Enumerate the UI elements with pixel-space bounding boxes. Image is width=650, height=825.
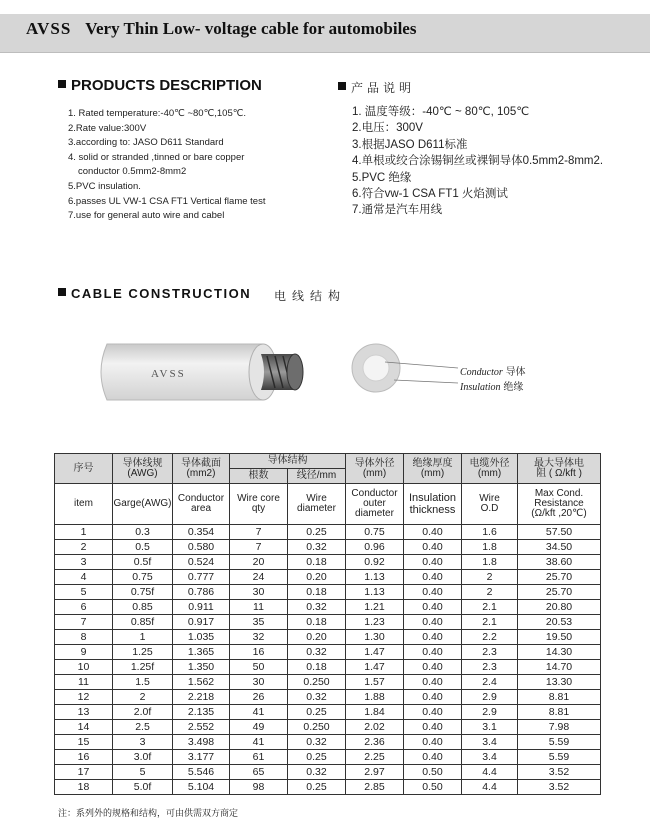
cell-od: 3.1: [462, 720, 518, 735]
cell-item: 5: [55, 585, 113, 600]
cell-od: 2.1: [462, 600, 518, 615]
cell-item: 13: [55, 705, 113, 720]
cell-insulation: 0.40: [404, 615, 462, 630]
cell-outer: 0.75: [346, 525, 404, 540]
cell-qty: 7: [230, 540, 288, 555]
cell-qty: 16: [230, 645, 288, 660]
description-heading-cn: 产品说明: [338, 79, 415, 96]
col-item-en: item: [55, 484, 113, 525]
product-code: AVSS: [26, 19, 72, 38]
cell-qty: 98: [230, 780, 288, 795]
cell-resistance: 14.30: [518, 645, 601, 660]
cell-diameter: 0.32: [288, 600, 346, 615]
cell-diameter: 0.25: [288, 705, 346, 720]
table-row: [55, 570, 601, 585]
cell-outer: 0.92: [346, 555, 404, 570]
table-row: [55, 705, 601, 720]
cell-od: 1.8: [462, 540, 518, 555]
insulation-label: Insulation 绝缘: [460, 382, 524, 393]
cell-awg: 0.3: [113, 525, 173, 540]
cell-insulation: 0.40: [404, 540, 462, 555]
cell-qty: 35: [230, 615, 288, 630]
cell-resistance: 38.60: [518, 555, 601, 570]
cell-area: 0.917: [173, 615, 230, 630]
cell-area: 1.365: [173, 645, 230, 660]
bullet-square-icon: [338, 82, 346, 90]
table-row: [55, 735, 601, 750]
cell-outer: 2.36: [346, 735, 404, 750]
list-item: 6.passes UL VW-1 CSA FT1 Vertical flame test: [68, 195, 266, 207]
cell-outer: 2.02: [346, 720, 404, 735]
cell-diameter: 0.18: [288, 555, 346, 570]
bullet-square-icon: [58, 80, 66, 88]
cell-outer: 1.47: [346, 645, 404, 660]
page-title: [26, 19, 416, 39]
cell-od: 2: [462, 570, 518, 585]
cell-item: 15: [55, 735, 113, 750]
description-list-cn: [352, 104, 603, 219]
cell-insulation: 0.40: [404, 570, 462, 585]
col-area-en: Conductor area: [173, 484, 230, 525]
cell-diameter: 0.32: [288, 540, 346, 555]
cell-resistance: 5.59: [518, 750, 601, 765]
cell-area: 0.580: [173, 540, 230, 555]
cell-diameter: 0.18: [288, 660, 346, 675]
cell-awg: 5: [113, 765, 173, 780]
cell-od: 2.2: [462, 630, 518, 645]
list-item: 2.电压：300V: [352, 122, 423, 135]
cell-diameter: 0.250: [288, 675, 346, 690]
cell-insulation: 0.40: [404, 525, 462, 540]
list-item: 5.PVC insulation.: [68, 180, 141, 192]
cell-area: 2.552: [173, 720, 230, 735]
table-row: [55, 645, 601, 660]
table-header-en: [55, 484, 601, 525]
table-row: [55, 750, 601, 765]
cell-insulation: 0.40: [404, 705, 462, 720]
cell-od: 4.4: [462, 780, 518, 795]
col-resistance-cn: 最大导体电 阻 ( Ω/kft ): [518, 454, 601, 484]
cell-insulation: 0.40: [404, 735, 462, 750]
cell-qty: 41: [230, 705, 288, 720]
table-row: [55, 540, 601, 555]
cell-resistance: 8.81: [518, 690, 601, 705]
col-structure-cn: 导体结构: [230, 454, 346, 469]
cell-awg: 2.0f: [113, 705, 173, 720]
bullet-square-icon: [58, 288, 66, 296]
cell-outer: 1.47: [346, 660, 404, 675]
cell-area: 5.546: [173, 765, 230, 780]
cell-item: 1: [55, 525, 113, 540]
cell-qty: 30: [230, 585, 288, 600]
cell-awg: 3: [113, 735, 173, 750]
table-row: [55, 675, 601, 690]
table-header-cn: [55, 454, 601, 469]
list-item: 7.use for general auto wire and cabel: [68, 210, 225, 222]
col-insulation-cn: 绝缘厚度 (mm): [404, 454, 462, 484]
cell-od: 1.8: [462, 555, 518, 570]
description-list-en: [68, 107, 265, 224]
cell-qty: 7: [230, 525, 288, 540]
cell-outer: 1.13: [346, 585, 404, 600]
cell-diameter: 0.18: [288, 585, 346, 600]
construction-heading-cn: 电线结构: [274, 289, 347, 303]
cell-item: 11: [55, 675, 113, 690]
list-item: 5.PVC 绝缘: [352, 171, 412, 184]
cell-item: 6: [55, 600, 113, 615]
cell-insulation: 0.40: [404, 555, 462, 570]
cell-diameter: 0.32: [288, 645, 346, 660]
table-row: [55, 585, 601, 600]
cell-resistance: 57.50: [518, 525, 601, 540]
conductor-label: Conductor 导体: [460, 367, 526, 378]
cell-area: 1.035: [173, 630, 230, 645]
list-item: 3.根据JASO D611标准: [352, 138, 468, 151]
table-body: [55, 525, 601, 795]
list-item: 2.Rate value:300V: [68, 122, 147, 134]
cell-area: 0.911: [173, 600, 230, 615]
cell-resistance: 19.50: [518, 630, 601, 645]
cell-area: 3.177: [173, 750, 230, 765]
list-item: 1. 温度等级：-40℃ ~ 80℃, 105℃: [352, 106, 530, 118]
cell-resistance: 8.81: [518, 705, 601, 720]
table-row: [55, 525, 601, 540]
cell-resistance: 20.53: [518, 615, 601, 630]
cell-item: 9: [55, 645, 113, 660]
cell-diameter: 0.20: [288, 630, 346, 645]
cell-item: 17: [55, 765, 113, 780]
cell-awg: 1.25: [113, 645, 173, 660]
list-item: 6.符合vw-1 CSA FT1 火焰测试: [352, 188, 508, 201]
col-outer-en: Conductor outer diameter: [346, 484, 404, 525]
cell-insulation: 0.40: [404, 750, 462, 765]
cell-qty: 49: [230, 720, 288, 735]
cell-od: 2.9: [462, 705, 518, 720]
cell-resistance: 7.98: [518, 720, 601, 735]
cell-awg: 3.0f: [113, 750, 173, 765]
col-diameter-en: Wire diameter: [288, 484, 346, 525]
cell-diameter: 0.32: [288, 690, 346, 705]
cell-insulation: 0.50: [404, 780, 462, 795]
cell-outer: 1.88: [346, 690, 404, 705]
cell-od: 2.3: [462, 645, 518, 660]
cell-resistance: 20.80: [518, 600, 601, 615]
cell-od: 2.9: [462, 690, 518, 705]
list-item: conductor 0.5mm2-8mm2: [78, 166, 187, 178]
cell-od: 2.3: [462, 660, 518, 675]
cell-insulation: 0.40: [404, 585, 462, 600]
cell-diameter: 0.20: [288, 570, 346, 585]
list-item: 4. solid or stranded ,tinned or bare copper: [68, 151, 245, 163]
cell-item: 12: [55, 690, 113, 705]
col-diameter-cn: 线径/mm: [288, 469, 346, 484]
cell-outer: 2.97: [346, 765, 404, 780]
cell-resistance: 14.70: [518, 660, 601, 675]
cell-diameter: 0.18: [288, 615, 346, 630]
col-od-cn: 电缆外径 (mm): [462, 454, 518, 484]
cell-resistance: 25.70: [518, 570, 601, 585]
cell-resistance: 25.70: [518, 585, 601, 600]
cell-item: 14: [55, 720, 113, 735]
cell-outer: 1.57: [346, 675, 404, 690]
table-row: [55, 600, 601, 615]
cell-qty: 61: [230, 750, 288, 765]
cell-diameter: 0.32: [288, 765, 346, 780]
cell-awg: 0.75f: [113, 585, 173, 600]
cell-od: 2.4: [462, 675, 518, 690]
cell-diameter: 0.25: [288, 780, 346, 795]
cell-qty: 30: [230, 675, 288, 690]
cell-insulation: 0.40: [404, 675, 462, 690]
cell-diameter: 0.25: [288, 750, 346, 765]
cell-resistance: 34.50: [518, 540, 601, 555]
cable-side-illustration: [95, 338, 325, 410]
cell-awg: 0.5: [113, 540, 173, 555]
cell-insulation: 0.40: [404, 690, 462, 705]
cell-area: 0.777: [173, 570, 230, 585]
table-row: [55, 720, 601, 735]
cell-outer: 2.25: [346, 750, 404, 765]
cell-outer: 1.13: [346, 570, 404, 585]
col-qty-en: Wire core qty: [230, 484, 288, 525]
cell-qty: 24: [230, 570, 288, 585]
cell-resistance: 5.59: [518, 735, 601, 750]
cell-qty: 32: [230, 630, 288, 645]
col-qty-cn: 根数: [230, 469, 288, 484]
cell-od: 2.1: [462, 615, 518, 630]
table-row: [55, 690, 601, 705]
cell-awg: 0.85: [113, 600, 173, 615]
cell-item: 16: [55, 750, 113, 765]
cell-area: 1.562: [173, 675, 230, 690]
col-insulation-en: Insulation thickness: [404, 484, 462, 525]
col-outer-cn: 导体外径 (mm): [346, 454, 404, 484]
list-item: 3.according to: JASO D611 Standard: [68, 137, 224, 149]
cell-area: 2.218: [173, 690, 230, 705]
cell-area: 0.786: [173, 585, 230, 600]
cell-od: 3.4: [462, 735, 518, 750]
col-od-en: Wire O.D: [462, 484, 518, 525]
cell-insulation: 0.40: [404, 660, 462, 675]
cell-outer: 0.96: [346, 540, 404, 555]
cell-area: 1.350: [173, 660, 230, 675]
cell-od: 3.4: [462, 750, 518, 765]
cell-resistance: 13.30: [518, 675, 601, 690]
cell-insulation: 0.50: [404, 765, 462, 780]
table-row: [55, 765, 601, 780]
cell-resistance: 3.52: [518, 765, 601, 780]
cell-item: 7: [55, 615, 113, 630]
table-row: [55, 780, 601, 795]
table-row: [55, 615, 601, 630]
cell-area: 2.135: [173, 705, 230, 720]
list-item: 7.通常是汽车用线: [352, 204, 443, 217]
cell-awg: 0.5f: [113, 555, 173, 570]
cell-qty: 41: [230, 735, 288, 750]
cell-area: 0.524: [173, 555, 230, 570]
cell-item: 18: [55, 780, 113, 795]
cell-qty: 26: [230, 690, 288, 705]
footnote: 注：系列外的规格和结构，可由供需双方商定: [58, 808, 239, 818]
cell-qty: 11: [230, 600, 288, 615]
cell-outer: 1.23: [346, 615, 404, 630]
cell-od: 1.6: [462, 525, 518, 540]
cell-qty: 65: [230, 765, 288, 780]
cell-qty: 20: [230, 555, 288, 570]
cell-insulation: 0.40: [404, 630, 462, 645]
cell-awg: 2.5: [113, 720, 173, 735]
cell-awg: 0.75: [113, 570, 173, 585]
table-row: [55, 555, 601, 570]
cell-outer: 1.21: [346, 600, 404, 615]
cable-label: AVSS: [151, 368, 186, 380]
cell-outer: 1.30: [346, 630, 404, 645]
spec-table: [54, 453, 601, 795]
cell-awg: 5.0f: [113, 780, 173, 795]
table-row: [55, 660, 601, 675]
cell-item: 10: [55, 660, 113, 675]
cell-item: 3: [55, 555, 113, 570]
cable-cross-section: [350, 342, 460, 398]
cell-area: 5.104: [173, 780, 230, 795]
description-heading: PRODUCTS DESCRIPTION: [58, 77, 262, 94]
construction-heading: CABLE CONSTRUCTION: [58, 286, 251, 301]
product-title: Very Thin Low- voltage cable for automobiles: [85, 19, 417, 38]
cell-item: 2: [55, 540, 113, 555]
cell-outer: 2.85: [346, 780, 404, 795]
cell-od: 4.4: [462, 765, 518, 780]
col-item-cn: 序号: [55, 454, 113, 484]
list-item: 4.单根或绞合涂锡铜丝或裸铜导体0.5mm2-8mm2.: [352, 155, 604, 168]
col-awg-cn: 导体线规 (AWG): [113, 454, 173, 484]
col-area-cn: 导体截面 (mm2): [173, 454, 230, 484]
cell-insulation: 0.40: [404, 645, 462, 660]
cell-awg: 1: [113, 630, 173, 645]
cell-resistance: 3.52: [518, 780, 601, 795]
cell-item: 4: [55, 570, 113, 585]
cell-area: 3.498: [173, 735, 230, 750]
cell-insulation: 0.40: [404, 720, 462, 735]
cell-area: 0.354: [173, 525, 230, 540]
cell-diameter: 0.25: [288, 525, 346, 540]
col-resistance-en: Max Cond. Resistance (Ω/kft ,20℃): [518, 484, 601, 525]
cell-item: 8: [55, 630, 113, 645]
cell-awg: 0.85f: [113, 615, 173, 630]
table-row: [55, 630, 601, 645]
cell-diameter: 0.250: [288, 720, 346, 735]
cell-insulation: 0.40: [404, 600, 462, 615]
cell-od: 2: [462, 585, 518, 600]
cell-qty: 50: [230, 660, 288, 675]
col-awg-en: Garge(AWG): [113, 484, 173, 525]
cell-diameter: 0.32: [288, 735, 346, 750]
cell-outer: 1.84: [346, 705, 404, 720]
cell-awg: 1.5: [113, 675, 173, 690]
cell-awg: 1.25f: [113, 660, 173, 675]
list-item: 1. Rated temperature:-40℃ ~80℃,105℃.: [68, 108, 247, 119]
cell-awg: 2: [113, 690, 173, 705]
